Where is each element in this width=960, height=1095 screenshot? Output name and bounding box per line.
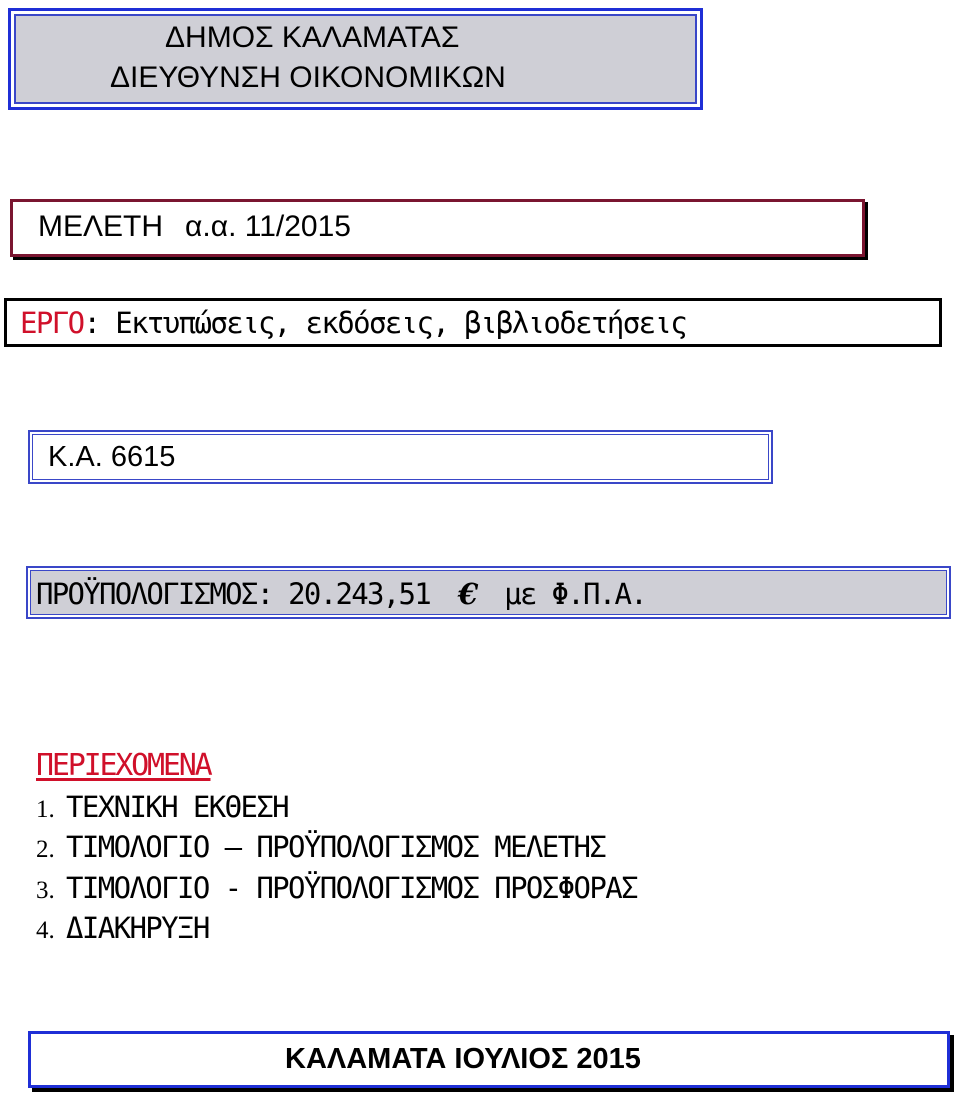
euro-icon: € bbox=[458, 577, 479, 611]
project-label: ΕΡΓΟ bbox=[20, 306, 84, 340]
list-item-number: 4. bbox=[36, 917, 55, 944]
list-item-label: ΤΙΜΟΛΟΓΙΟ – ΠΡΟΫΠΟΛΟΓΙΣΜΟΣ ΜΕΛΕΤΗΣ bbox=[66, 830, 606, 864]
municipality-name: ΔΗΜΟΣ ΚΑΛΑΜΑΤΑΣ bbox=[165, 21, 460, 54]
contents-list-item bbox=[36, 830, 605, 865]
list-item-number: 1. bbox=[36, 796, 55, 823]
study-line bbox=[38, 210, 351, 244]
project-separator: : bbox=[83, 306, 100, 340]
budget-code: Κ.Α. 6615 bbox=[48, 441, 176, 473]
list-item-label: ΤΕΧΝΙΚΗ ΕΚΘΕΣΗ bbox=[66, 790, 289, 824]
project-line bbox=[20, 306, 686, 340]
list-item-number: 2. bbox=[36, 836, 55, 863]
list-item-label: ΔΙΑΚΗΡΥΞΗ bbox=[66, 911, 209, 945]
list-item-number: 3. bbox=[36, 877, 55, 904]
budget-label: ΠΡΟΫΠΟΛΟΓΙΣΜΟΣ: bbox=[36, 577, 273, 611]
department-name: ΔΙΕΥΘΥΝΣΗ ΟΙΚΟΝΟΜΙΚΩΝ bbox=[110, 61, 506, 94]
study-label: ΜΕΛΕΤΗ bbox=[38, 210, 164, 243]
budget-line bbox=[36, 577, 646, 611]
list-item-label: ΤΙΜΟΛΟΓΙΟ - ΠΡΟΫΠΟΛΟΓΙΣΜΟΣ ΠΡΟΣΦΟΡΑΣ bbox=[66, 871, 637, 905]
project-title: Εκτυπώσεις, εκδόσεις, βιβλιοδετήσεις bbox=[115, 306, 687, 340]
contents-list-item bbox=[36, 790, 288, 825]
contents-list-item bbox=[36, 911, 209, 946]
footer-place-date: ΚΑΛΑΜΑΤΑ ΙΟΥΛΙΟΣ 2015 bbox=[285, 1043, 641, 1075]
study-number: α.α. 11/2015 bbox=[185, 210, 351, 243]
budget-amount: 20.243,51 bbox=[288, 577, 431, 611]
contents-title: ΠΕΡΙΕΧΟΜΕΝΑ bbox=[36, 748, 211, 783]
contents-list-item bbox=[36, 871, 637, 906]
budget-tax-note: με Φ.Π.Α. bbox=[504, 577, 647, 611]
